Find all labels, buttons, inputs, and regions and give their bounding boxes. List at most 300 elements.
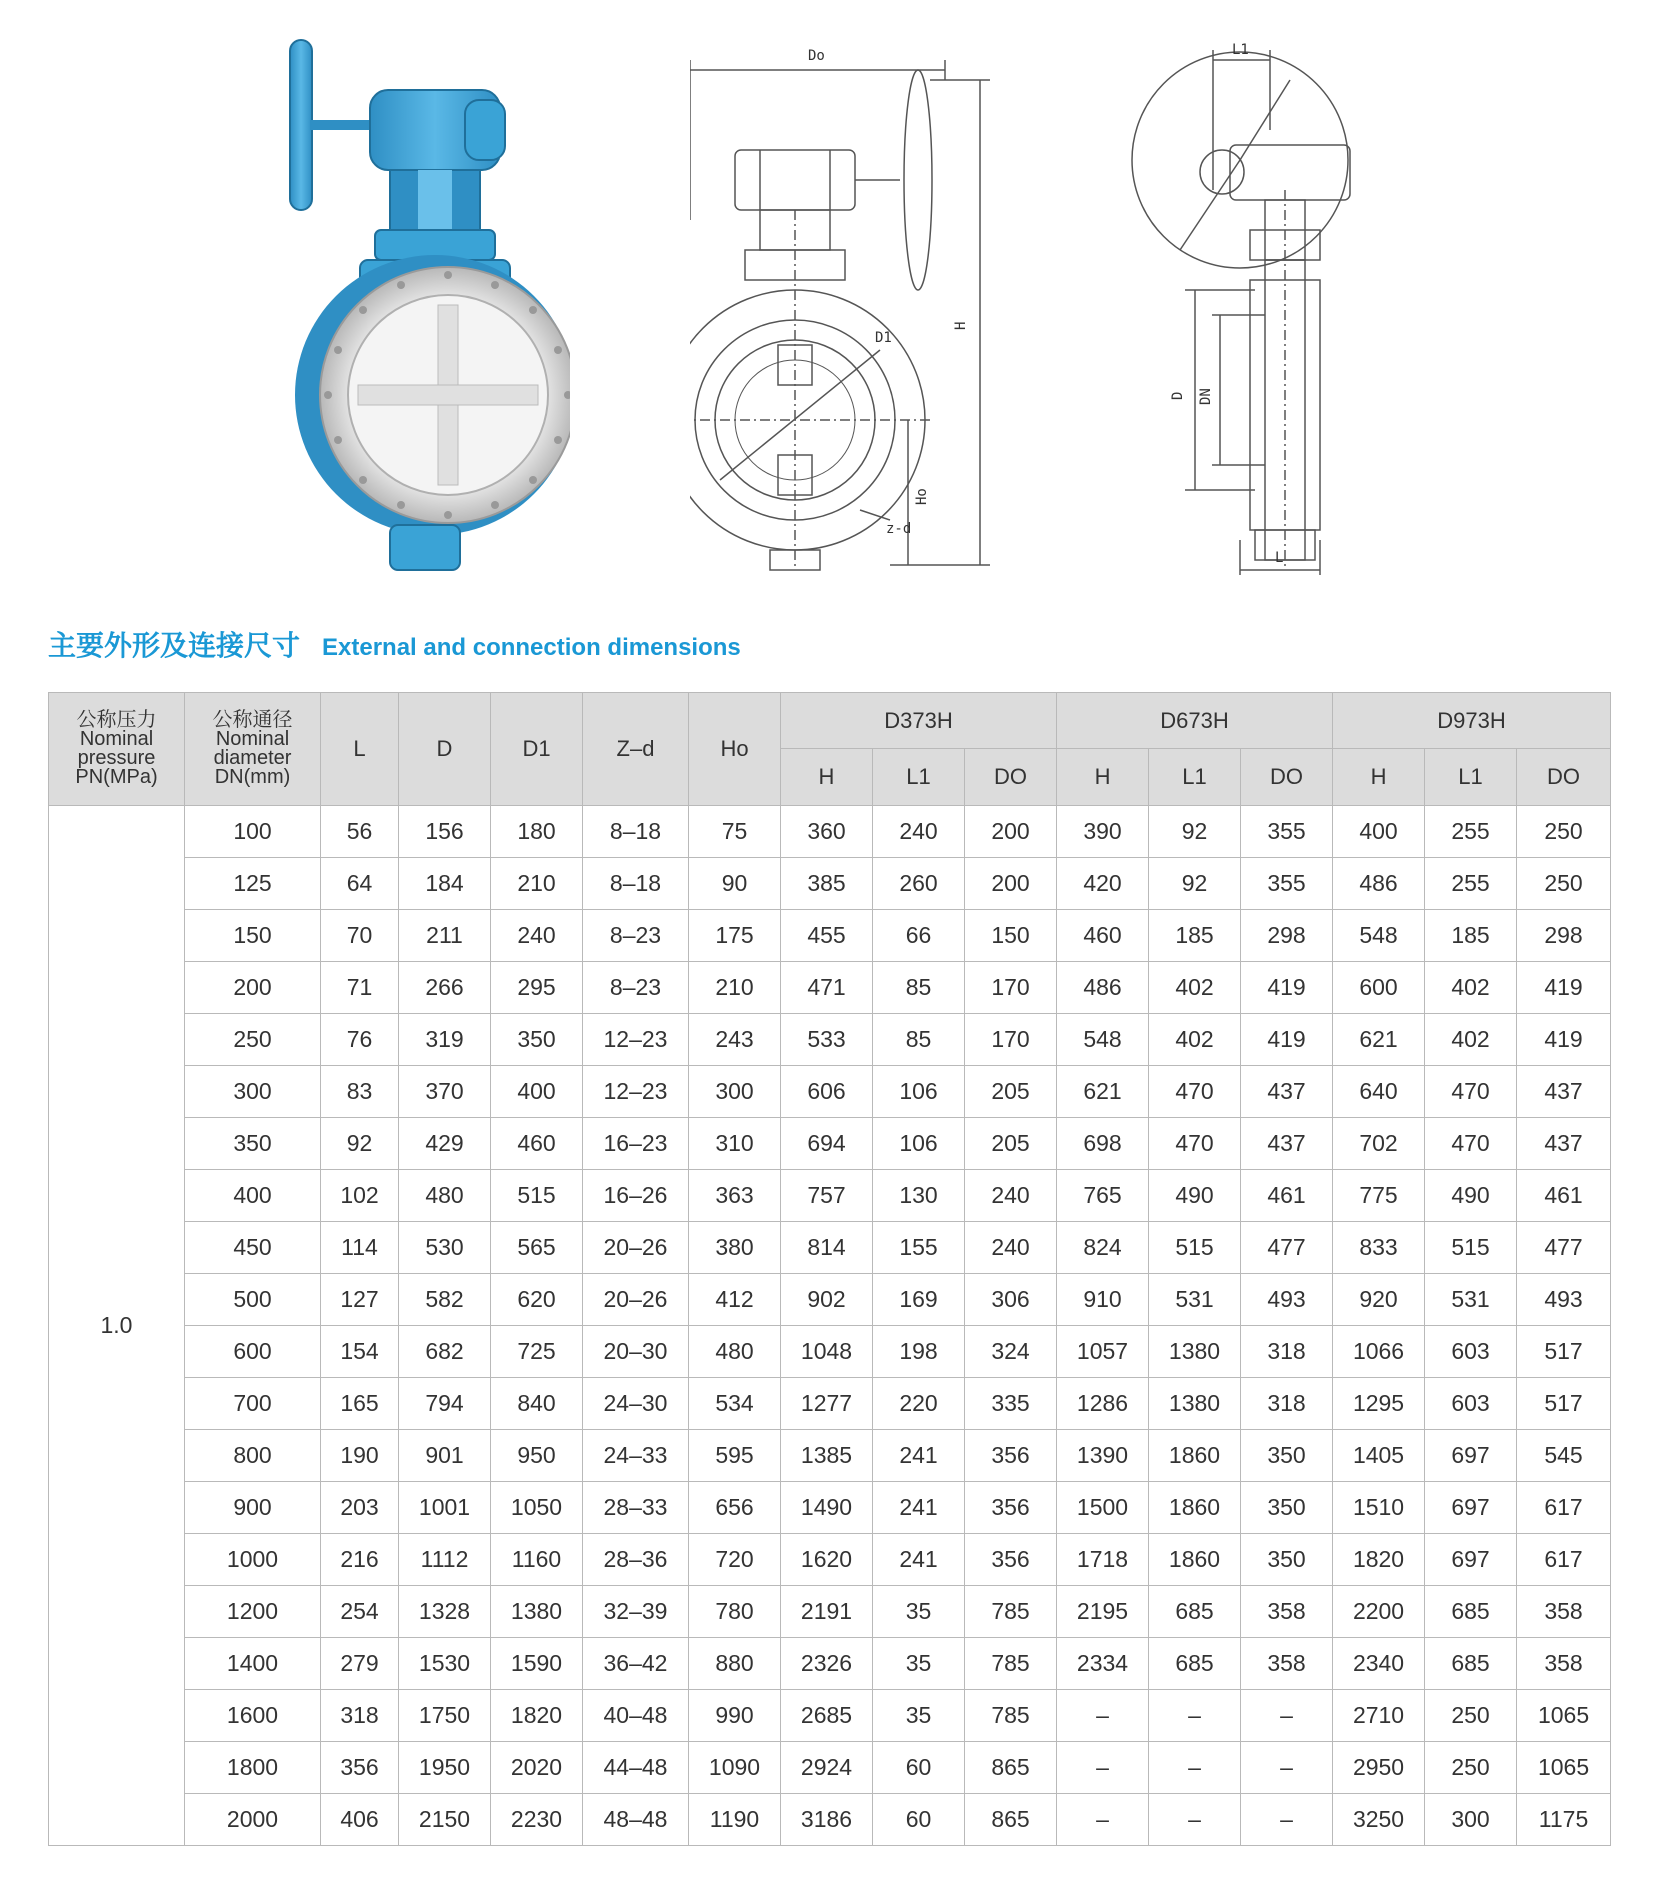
table-cell: 702 — [1333, 1118, 1425, 1170]
table-cell: – — [1057, 1742, 1149, 1794]
subheader-h: H — [1057, 749, 1149, 806]
table-cell: 8–23 — [583, 962, 689, 1014]
table-cell: – — [1149, 1794, 1241, 1846]
table-cell: 358 — [1517, 1586, 1611, 1638]
table-cell: 1860 — [1149, 1430, 1241, 1482]
table-cell: – — [1149, 1742, 1241, 1794]
table-cell: 640 — [1333, 1066, 1425, 1118]
table-cell: 350 — [491, 1014, 583, 1066]
table-cell: 12–23 — [583, 1066, 689, 1118]
table-cell: 794 — [399, 1378, 491, 1430]
table-cell: 185 — [1149, 910, 1241, 962]
table-cell: 880 — [689, 1638, 781, 1690]
table-cell: 2000 — [185, 1794, 321, 1846]
table-cell: 493 — [1241, 1274, 1333, 1326]
table-cell: 16–23 — [583, 1118, 689, 1170]
table-cell: 621 — [1333, 1014, 1425, 1066]
table-cell: 20–26 — [583, 1274, 689, 1326]
table-cell: 720 — [689, 1534, 781, 1586]
section-heading — [48, 624, 741, 670]
table-cell: 470 — [1149, 1066, 1241, 1118]
table-cell: 2191 — [781, 1586, 873, 1638]
header-group-d373h: D373H — [781, 693, 1057, 749]
table-cell: 486 — [1333, 858, 1425, 910]
table-cell: 243 — [689, 1014, 781, 1066]
table-cell: 437 — [1241, 1118, 1333, 1170]
table-cell: 250 — [1517, 858, 1611, 910]
table-cell: 35 — [873, 1690, 965, 1742]
table-cell: 725 — [491, 1326, 583, 1378]
table-cell: 370 — [399, 1066, 491, 1118]
table-cell: 600 — [185, 1326, 321, 1378]
table-cell: 390 — [1057, 806, 1149, 858]
table-cell: 1530 — [399, 1638, 491, 1690]
table-row — [49, 1690, 1611, 1742]
table-cell: 335 — [965, 1378, 1057, 1430]
table-cell: 420 — [1057, 858, 1149, 910]
handwheel-icon — [290, 40, 312, 210]
table-cell: 106 — [873, 1066, 965, 1118]
table-cell: 75 — [689, 806, 781, 858]
table-cell: 1277 — [781, 1378, 873, 1430]
table-cell: 2950 — [1333, 1742, 1425, 1794]
table-cell: 295 — [491, 962, 583, 1014]
table-cell: 402 — [1425, 962, 1517, 1014]
table-cell: 8–18 — [583, 806, 689, 858]
table-cell: 460 — [491, 1118, 583, 1170]
table-cell: 170 — [965, 1014, 1057, 1066]
table-cell: 28–36 — [583, 1534, 689, 1586]
front-label-h: H — [953, 321, 969, 330]
table-cell: 318 — [1241, 1326, 1333, 1378]
table-cell: 697 — [1425, 1534, 1517, 1586]
table-cell: 685 — [1149, 1586, 1241, 1638]
table-cell: 460 — [1057, 910, 1149, 962]
table-cell: 240 — [965, 1170, 1057, 1222]
header-pn — [49, 693, 185, 806]
subheader-do: DO — [1241, 749, 1333, 806]
table-cell: – — [1149, 1690, 1241, 1742]
table-cell: 200 — [965, 858, 1057, 910]
table-cell: 184 — [399, 858, 491, 910]
table-cell: 600 — [1333, 962, 1425, 1014]
table-cell: 16–26 — [583, 1170, 689, 1222]
table-cell: 950 — [491, 1430, 583, 1482]
table-cell: 2924 — [781, 1742, 873, 1794]
table-cell: 1380 — [1149, 1378, 1241, 1430]
table-cell: 1065 — [1517, 1690, 1611, 1742]
front-label-zd: z-d — [886, 521, 912, 537]
table-cell: 621 — [1057, 1066, 1149, 1118]
table-cell: 402 — [1149, 1014, 1241, 1066]
table-cell: 910 — [1057, 1274, 1149, 1326]
header-pn-en-1: Nominal — [79, 728, 154, 750]
table-cell: 1390 — [1057, 1430, 1149, 1482]
table-cell: 617 — [1517, 1482, 1611, 1534]
table-cell: 1820 — [491, 1690, 583, 1742]
table-cell: 1380 — [491, 1586, 583, 1638]
table-cell: 83 — [321, 1066, 399, 1118]
table-cell: 1050 — [491, 1482, 583, 1534]
table-cell: 2230 — [491, 1794, 583, 1846]
table-cell: 455 — [781, 910, 873, 962]
table-cell: 205 — [965, 1118, 1057, 1170]
table-cell: 694 — [781, 1118, 873, 1170]
table-cell: 517 — [1517, 1326, 1611, 1378]
table-cell: 24–30 — [583, 1378, 689, 1430]
table-cell: 515 — [491, 1170, 583, 1222]
table-row — [49, 1742, 1611, 1794]
subheader-do: DO — [965, 749, 1057, 806]
table-cell: 44–48 — [583, 1742, 689, 1794]
table-cell: – — [1057, 1690, 1149, 1742]
table-cell: 1066 — [1333, 1326, 1425, 1378]
table-cell: 1001 — [399, 1482, 491, 1534]
table-cell: 279 — [321, 1638, 399, 1690]
table-cell: 493 — [1517, 1274, 1611, 1326]
header-group-d973h: D973H — [1333, 693, 1611, 749]
table-cell: 920 — [1333, 1274, 1425, 1326]
table-cell: 102 — [321, 1170, 399, 1222]
table-cell: 1286 — [1057, 1378, 1149, 1430]
table-cell: 682 — [399, 1326, 491, 1378]
table-cell: 685 — [1149, 1638, 1241, 1690]
table-cell: 250 — [185, 1014, 321, 1066]
table-cell: 603 — [1425, 1378, 1517, 1430]
table-cell: 211 — [399, 910, 491, 962]
table-cell: 2710 — [1333, 1690, 1425, 1742]
table-row — [49, 1066, 1611, 1118]
table-cell: 402 — [1149, 962, 1241, 1014]
table-cell: 318 — [1241, 1378, 1333, 1430]
table-cell: 402 — [1425, 1014, 1517, 1066]
table-cell: 92 — [1149, 858, 1241, 910]
table-cell: 2685 — [781, 1690, 873, 1742]
dimensions-table — [48, 692, 1611, 1846]
table-cell: 200 — [185, 962, 321, 1014]
table-cell: 350 — [1241, 1534, 1333, 1586]
table-row — [49, 1638, 1611, 1690]
subheader-h: H — [1333, 749, 1425, 806]
table-cell: 617 — [1517, 1534, 1611, 1586]
table-cell: 24–33 — [583, 1430, 689, 1482]
table-cell: 412 — [689, 1274, 781, 1326]
table-cell: 780 — [689, 1586, 781, 1638]
header-dn-cn: 公称通径 — [212, 709, 293, 731]
table-cell: 355 — [1241, 806, 1333, 858]
table-cell: 241 — [873, 1430, 965, 1482]
table-cell: 8–18 — [583, 858, 689, 910]
table-cell: 1590 — [491, 1638, 583, 1690]
table-cell: 833 — [1333, 1222, 1425, 1274]
table-cell: 477 — [1517, 1222, 1611, 1274]
table-cell: – — [1057, 1794, 1149, 1846]
table-cell: 490 — [1425, 1170, 1517, 1222]
table-cell: 2195 — [1057, 1586, 1149, 1638]
table-row — [49, 1118, 1611, 1170]
table-cell: 300 — [1425, 1794, 1517, 1846]
side-view-drawing — [1120, 40, 1360, 580]
table-cell: – — [1241, 1794, 1333, 1846]
table-cell: 800 — [185, 1430, 321, 1482]
table-cell: 400 — [185, 1170, 321, 1222]
table-cell: 127 — [321, 1274, 399, 1326]
table-cell: 8–23 — [583, 910, 689, 962]
table-cell: 2200 — [1333, 1586, 1425, 1638]
table-cell: 685 — [1425, 1638, 1517, 1690]
table-cell: 437 — [1517, 1066, 1611, 1118]
table-row — [49, 910, 1611, 962]
table-cell: 419 — [1517, 962, 1611, 1014]
header-dn-en-3: DN(mm) — [214, 766, 291, 788]
table-cell: 114 — [321, 1222, 399, 1274]
table-cell: 1175 — [1517, 1794, 1611, 1846]
table-cell: 437 — [1517, 1118, 1611, 1170]
table-cell: 20–26 — [583, 1222, 689, 1274]
table-row — [49, 1274, 1611, 1326]
table-cell: 240 — [491, 910, 583, 962]
table-cell: 3250 — [1333, 1794, 1425, 1846]
table-cell: 595 — [689, 1430, 781, 1482]
table-cell: 324 — [965, 1326, 1057, 1378]
table-cell: 220 — [873, 1378, 965, 1430]
header-dn-en-1: Nominal — [215, 728, 290, 750]
table-cell: 60 — [873, 1742, 965, 1794]
table-cell: 260 — [873, 858, 965, 910]
table-cell: 419 — [1241, 1014, 1333, 1066]
table-cell: 203 — [321, 1482, 399, 1534]
table-cell: 185 — [1425, 910, 1517, 962]
table-cell: 437 — [1241, 1066, 1333, 1118]
table-cell: 85 — [873, 1014, 965, 1066]
table-cell: 480 — [689, 1326, 781, 1378]
header-pn-en-2: pressure — [77, 747, 156, 769]
table-cell: 785 — [965, 1690, 1057, 1742]
table-cell: 1065 — [1517, 1742, 1611, 1794]
header-pn-en-3: PN(MPa) — [75, 766, 158, 788]
table-cell: 461 — [1517, 1170, 1611, 1222]
table-cell: 100 — [185, 806, 321, 858]
table-row — [49, 1430, 1611, 1482]
table-row — [49, 1482, 1611, 1534]
table-cell: 1800 — [185, 1742, 321, 1794]
side-label-dn: DN — [1198, 388, 1214, 405]
table-cell: 92 — [1149, 806, 1241, 858]
table-cell: 2020 — [491, 1742, 583, 1794]
table-cell: 356 — [321, 1742, 399, 1794]
table-cell: 250 — [1425, 1742, 1517, 1794]
side-label-d: D — [1170, 391, 1186, 400]
table-cell: – — [1241, 1690, 1333, 1742]
table-cell: 1820 — [1333, 1534, 1425, 1586]
table-cell: 385 — [781, 858, 873, 910]
subheader-h: H — [781, 749, 873, 806]
header-l: L — [321, 693, 399, 806]
table-cell: 470 — [1425, 1066, 1517, 1118]
table-cell: 1380 — [1149, 1326, 1241, 1378]
table-cell: 356 — [965, 1534, 1057, 1586]
table-cell: 1500 — [1057, 1482, 1149, 1534]
table-cell: 429 — [399, 1118, 491, 1170]
table-cell: 356 — [965, 1482, 1057, 1534]
table-cell: 190 — [321, 1430, 399, 1482]
header-dn — [185, 693, 321, 806]
table-cell: 470 — [1149, 1118, 1241, 1170]
table-body — [49, 806, 1611, 1846]
table-cell: 380 — [689, 1222, 781, 1274]
table-cell: 355 — [1241, 858, 1333, 910]
table-cell: 90 — [689, 858, 781, 910]
table-row — [49, 1014, 1611, 1066]
table-cell: 400 — [491, 1066, 583, 1118]
table-row — [49, 1170, 1611, 1222]
table-cell: 1620 — [781, 1534, 873, 1586]
table-cell: 530 — [399, 1222, 491, 1274]
table-cell: 902 — [781, 1274, 873, 1326]
table-cell: 500 — [185, 1274, 321, 1326]
table-cell: 477 — [1241, 1222, 1333, 1274]
table-cell: 1090 — [689, 1742, 781, 1794]
table-cell: 318 — [321, 1690, 399, 1742]
table-cell: 685 — [1425, 1586, 1517, 1638]
table-cell: 406 — [321, 1794, 399, 1846]
header-zd: Z–d — [583, 693, 689, 806]
header-pn-cn: 公称压力 — [76, 709, 157, 731]
table-cell: 1385 — [781, 1430, 873, 1482]
table-cell: 64 — [321, 858, 399, 910]
table-cell: 150 — [965, 910, 1057, 962]
table-cell: 785 — [965, 1638, 1057, 1690]
table-cell: 565 — [491, 1222, 583, 1274]
table-cell: 156 — [399, 806, 491, 858]
subheader-l1: L1 — [1425, 749, 1517, 806]
table-cell: 255 — [1425, 858, 1517, 910]
table-cell: 254 — [321, 1586, 399, 1638]
table-cell: 20–30 — [583, 1326, 689, 1378]
table-row — [49, 1378, 1611, 1430]
table-cell: 266 — [399, 962, 491, 1014]
front-label-do: Do — [808, 48, 825, 64]
table-cell: 36–42 — [583, 1638, 689, 1690]
table-cell: 1000 — [185, 1534, 321, 1586]
subheader-do: DO — [1517, 749, 1611, 806]
table-cell: 480 — [399, 1170, 491, 1222]
table-cell: 2334 — [1057, 1638, 1149, 1690]
table-cell: 306 — [965, 1274, 1057, 1326]
section-title-en: External and connection dimensions — [322, 634, 741, 661]
subheader-l1: L1 — [1149, 749, 1241, 806]
table-cell: 28–33 — [583, 1482, 689, 1534]
table-cell: 785 — [965, 1586, 1057, 1638]
table-cell: 1190 — [689, 1794, 781, 1846]
table-cell: 40–48 — [583, 1690, 689, 1742]
table-cell: 548 — [1057, 1014, 1149, 1066]
table-cell: 255 — [1425, 806, 1517, 858]
front-label-d1: D1 — [875, 330, 892, 346]
table-cell: 2150 — [399, 1794, 491, 1846]
table-cell: 240 — [965, 1222, 1057, 1274]
table-cell: 155 — [873, 1222, 965, 1274]
table-cell: 154 — [321, 1326, 399, 1378]
table-cell: 419 — [1517, 1014, 1611, 1066]
table-cell: 2326 — [781, 1638, 873, 1690]
table-cell: 698 — [1057, 1118, 1149, 1170]
table-cell: 1295 — [1333, 1378, 1425, 1430]
table-cell: 1490 — [781, 1482, 873, 1534]
table-cell: 60 — [873, 1794, 965, 1846]
table-cell: 697 — [1425, 1430, 1517, 1482]
header-d1: D1 — [491, 693, 583, 806]
table-cell: 210 — [491, 858, 583, 910]
table-cell: 700 — [185, 1378, 321, 1430]
table-cell: 1400 — [185, 1638, 321, 1690]
table-cell: 350 — [1241, 1430, 1333, 1482]
table-cell: 358 — [1241, 1638, 1333, 1690]
table-cell: 1860 — [1149, 1534, 1241, 1586]
table-cell: 582 — [399, 1274, 491, 1326]
pn-value-cell: 1.0 — [49, 806, 185, 1846]
table-cell: 515 — [1149, 1222, 1241, 1274]
table-cell: 765 — [1057, 1170, 1149, 1222]
table-cell: 130 — [873, 1170, 965, 1222]
table-cell: 1057 — [1057, 1326, 1149, 1378]
table-cell: 358 — [1517, 1638, 1611, 1690]
table-cell: 12–23 — [583, 1014, 689, 1066]
table-cell: 1600 — [185, 1690, 321, 1742]
section-title-cn: 主要外形及连接尺寸 — [48, 629, 301, 662]
table-cell: 531 — [1425, 1274, 1517, 1326]
table-cell: 250 — [1517, 806, 1611, 858]
table-cell: 356 — [965, 1430, 1057, 1482]
table-cell: 240 — [873, 806, 965, 858]
table-cell: 1950 — [399, 1742, 491, 1794]
table-cell: 606 — [781, 1066, 873, 1118]
product-figures — [0, 0, 1654, 600]
table-cell: 775 — [1333, 1170, 1425, 1222]
table-cell: 517 — [1517, 1378, 1611, 1430]
table-cell: 85 — [873, 962, 965, 1014]
table-cell: 200 — [965, 806, 1057, 858]
table-cell: – — [1241, 1742, 1333, 1794]
table-cell: 1718 — [1057, 1534, 1149, 1586]
table-cell: 814 — [781, 1222, 873, 1274]
table-cell: 319 — [399, 1014, 491, 1066]
table-cell: 106 — [873, 1118, 965, 1170]
table-cell: 1860 — [1149, 1482, 1241, 1534]
table-cell: 210 — [689, 962, 781, 1014]
table-cell: 32–39 — [583, 1586, 689, 1638]
table-cell: 298 — [1517, 910, 1611, 962]
table-cell: 241 — [873, 1482, 965, 1534]
table-cell: 620 — [491, 1274, 583, 1326]
table-cell: 35 — [873, 1586, 965, 1638]
table-cell: 1750 — [399, 1690, 491, 1742]
table-cell: 533 — [781, 1014, 873, 1066]
table-cell: 901 — [399, 1430, 491, 1482]
table-cell: 470 — [1425, 1118, 1517, 1170]
table-row — [49, 1222, 1611, 1274]
table-cell: 76 — [321, 1014, 399, 1066]
table-cell: 515 — [1425, 1222, 1517, 1274]
table-cell: 840 — [491, 1378, 583, 1430]
table-cell: 865 — [965, 1794, 1057, 1846]
table-cell: 450 — [185, 1222, 321, 1274]
table-cell: 56 — [321, 806, 399, 858]
table-cell: 757 — [781, 1170, 873, 1222]
table-header — [49, 693, 1611, 806]
table-cell: 419 — [1241, 962, 1333, 1014]
table-cell: 180 — [491, 806, 583, 858]
